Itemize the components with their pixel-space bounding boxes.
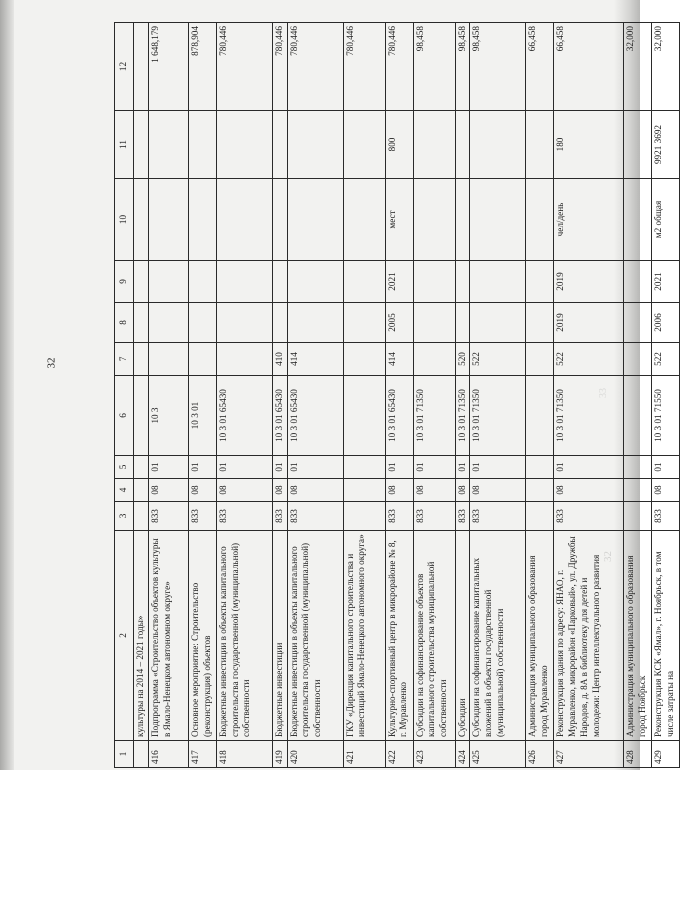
table-cell [272,303,287,343]
table-cell: 427 [554,741,624,768]
table-cell [343,456,385,479]
table-cell: 2006 [652,303,680,343]
table-cell: Бюджетные инвестиции [272,531,287,741]
table-cell: 414 [385,343,413,376]
table-cell: 426 [526,741,554,768]
table-cell: 414 [287,343,343,376]
table-cell: 780,446 [385,23,413,111]
table-cell: 2019 [554,261,624,303]
table-row [188,23,216,768]
table-cell: ГКУ «Дирекция капитального строительства и инвестиций Ямало-Ненецкого автономного округа» [343,531,385,741]
table-cell: 01 [554,456,624,479]
column-header: 4 [115,479,134,502]
scan-shadow-left [0,0,14,770]
table-cell [134,111,149,179]
table-row [624,23,652,768]
table-cell: 833 [413,502,455,531]
table-cell: 780,446 [216,23,272,111]
table-row [455,23,470,768]
table-cell [343,479,385,502]
table-cell [287,261,343,303]
table-cell: 01 [413,456,455,479]
rotated-table-container [114,23,676,768]
table-cell: 800 [385,111,413,179]
table-cell [455,261,470,303]
table-cell: 520 [455,343,470,376]
table-cell [413,303,455,343]
table-cell [216,261,272,303]
table-cell: 01 [455,456,470,479]
table-cell [455,179,470,261]
table-cell: 01 [216,456,272,479]
table-cell [216,111,272,179]
table-cell: Бюджетные инвестиции в объекты капитального строительства государственной (муниципальной) собственности [287,531,343,741]
table-cell: 833 [455,502,470,531]
table-cell: м2 общая [652,179,680,261]
table-cell [624,479,652,502]
table-cell [287,179,343,261]
table-cell: 833 [470,502,526,531]
table-cell: 08 [413,479,455,502]
table-cell: 2021 [385,261,413,303]
table-cell: 416 [148,741,188,768]
table-cell [526,261,554,303]
table-cell: 08 [554,479,624,502]
table-cell: 08 [216,479,272,502]
table-cell [624,303,652,343]
table-cell [216,343,272,376]
table-cell [343,111,385,179]
table-cell: 98,458 [413,23,455,111]
table-cell: 10 3 01 71350 [470,376,526,456]
table-cell: 08 [148,479,188,502]
column-header: 11 [115,111,134,179]
table-cell [148,179,188,261]
table-cell [413,111,455,179]
table-cell: 10 3 01 71350 [455,376,470,456]
table-cell: 780,446 [343,23,385,111]
table-cell [343,343,385,376]
table-cell: Субсидии на софинансирование капитальных вложений в объекты государственной (муниципальной) собственности [470,531,526,741]
table-row [287,23,343,768]
table-cell [134,741,149,768]
table-cell: Реконструкция здания по адресу: ЯНАО, г. Муравленко, микрорайон «Парковый», ул. Дружбы Народов, д. 8А в библиотеку для детей и молодежи: Центр интеллектуального развития [554,531,624,741]
table-cell [624,502,652,531]
table-cell [526,479,554,502]
table-cell [272,261,287,303]
table-cell: 98,458 [455,23,470,111]
table-cell [343,261,385,303]
table-cell: 10 3 01 65430 [216,376,272,456]
table-cell: 410 [272,343,287,376]
table-cell: 10 3 01 71550 [652,376,680,456]
column-header: 2 [115,531,134,741]
table-cell: Субсидии [455,531,470,741]
table-cell: 01 [287,456,343,479]
column-header: 3 [115,502,134,531]
table-cell [272,111,287,179]
table-cell: 10 3 01 65430 [385,376,413,456]
table-cell: 2021 [652,261,680,303]
table-cell: 10 3 01 65430 [287,376,343,456]
table-cell: 32,000 [624,23,652,111]
column-header: 9 [115,261,134,303]
table-cell [413,179,455,261]
table-row [526,23,554,768]
table-cell [188,261,216,303]
table-cell [216,303,272,343]
table-cell [148,303,188,343]
table-cell: 10 3 [148,376,188,456]
table-cell: 420 [287,741,343,768]
table-cell: 833 [385,502,413,531]
table-row [272,23,287,768]
table-cell [188,179,216,261]
table-cell [624,261,652,303]
table-row [216,23,272,768]
table-cell: культуры на 2014 – 2021 годы» [134,531,149,741]
table-cell [188,343,216,376]
table-cell: 423 [413,741,455,768]
table-cell: 10 3 01 65430 [272,376,287,456]
table-cell [272,179,287,261]
table-cell [134,261,149,303]
table-cell: 08 [188,479,216,502]
bleed-through-mark: 33 [598,388,609,398]
table-row [134,23,149,768]
table-cell [134,479,149,502]
table-cell: 419 [272,741,287,768]
table-cell: мест [385,179,413,261]
page-number: 32 [45,357,58,369]
column-header: 10 [115,179,134,261]
table-cell: 2005 [385,303,413,343]
table-cell [624,456,652,479]
table-cell: 08 [455,479,470,502]
table-cell: 878,904 [188,23,216,111]
table-cell: 522 [554,343,624,376]
table-cell: 425 [470,741,526,768]
column-header: 6 [115,376,134,456]
table-cell [624,376,652,456]
table-cell: Бюджетные инвестиции в объекты капитального строительства государственной (муниципальной) собственности [216,531,272,741]
table-row [148,23,188,768]
table-cell [134,456,149,479]
table-header-row [115,23,134,768]
table-cell [526,303,554,343]
table-cell [526,456,554,479]
table-cell [188,111,216,179]
table-cell [134,303,149,343]
table-cell: 10 3 01 [188,376,216,456]
table-cell [413,343,455,376]
table-cell: Основное мероприятие: Строительство (реконструкция) объектов [188,531,216,741]
table-cell: 9921 3692 [652,111,680,179]
table-cell: 66,458 [554,23,624,111]
table-cell [470,111,526,179]
table-cell [343,303,385,343]
table-cell [526,179,554,261]
table-cell: 08 [287,479,343,502]
table-cell: 833 [554,502,624,531]
table-cell: 417 [188,741,216,768]
table-cell: 833 [652,502,680,531]
table-cell: 2019 [554,303,624,343]
table-cell: Подпрограмма «Строительство объектов культуры в Ямало-Ненецком автономном округе» [148,531,188,741]
table-cell [624,343,652,376]
table-cell: Реконструкция КСК «Ямал», г. Ноябрьск, в том числе затраты на [652,531,680,741]
table-cell: 522 [470,343,526,376]
table-cell: 780,446 [287,23,343,111]
table-cell [148,261,188,303]
table-cell: 08 [470,479,526,502]
table-cell: Администрация муниципального образования город Муравленко [526,531,554,741]
table-row [343,23,385,768]
column-header: 7 [115,343,134,376]
table-cell: 10 3 01 71350 [554,376,624,456]
table-cell [526,376,554,456]
table-row [413,23,455,768]
table-cell [470,303,526,343]
table-cell: 10 3 01 71350 [413,376,455,456]
table-cell: 833 [272,502,287,531]
table-cell: 833 [148,502,188,531]
table-cell [455,111,470,179]
table-cell: 833 [188,502,216,531]
column-header: 8 [115,303,134,343]
table-cell: 66,458 [526,23,554,111]
table-cell: 422 [385,741,413,768]
table-cell: 32,000 [652,23,680,111]
table-row [652,23,680,768]
table-row [385,23,413,768]
table-cell: 780,446 [272,23,287,111]
table-cell: 01 [272,456,287,479]
table-cell: 421 [343,741,385,768]
table-cell [470,179,526,261]
table-cell: Культурно-спортивный центр в микрорайоне № 8, г. Муравленко [385,531,413,741]
table-cell: 01 [385,456,413,479]
table-row [554,23,624,768]
table-cell: Субсидии на софинансирование объектов капитального строительства муниципальной собственности [413,531,455,741]
column-header: 5 [115,456,134,479]
table-cell [287,111,343,179]
table-cell: 98,458 [470,23,526,111]
table-cell [343,179,385,261]
table-cell [287,303,343,343]
column-header: 12 [115,23,134,111]
table-cell [470,261,526,303]
table-cell [526,111,554,179]
column-header: 1 [115,741,134,768]
table-cell [134,179,149,261]
table-cell: Администрация муниципального образования город Ноябрьск [624,531,652,741]
table-cell: 08 [272,479,287,502]
table-cell [526,343,554,376]
table-cell: 428 [624,741,652,768]
table-cell: 01 [470,456,526,479]
table-row [470,23,526,768]
table-cell [134,23,149,111]
table-cell: 522 [652,343,680,376]
table-cell: 01 [148,456,188,479]
table-cell: 424 [455,741,470,768]
table-cell: 833 [216,502,272,531]
table-cell [624,111,652,179]
table-cell: 08 [385,479,413,502]
table-cell: 1 648,179 [148,23,188,111]
table-cell: 08 [652,479,680,502]
table-cell: 01 [188,456,216,479]
table-cell: 418 [216,741,272,768]
table-cell [134,343,149,376]
table-cell [343,376,385,456]
table-cell [343,502,385,531]
bleed-through-page-number: 32 [602,551,614,562]
table-cell: 180 [554,111,624,179]
table-cell [188,303,216,343]
table-cell [413,261,455,303]
table-cell: 01 [652,456,680,479]
table-cell: 429 [652,741,680,768]
table-cell [526,502,554,531]
table-cell [216,179,272,261]
table-cell [455,303,470,343]
table-cell [148,343,188,376]
table-cell [134,376,149,456]
table-cell [134,502,149,531]
table-cell [148,111,188,179]
table-cell [624,179,652,261]
budget-table [114,22,680,768]
table-cell: чел/день [554,179,624,261]
table-cell: 833 [287,502,343,531]
